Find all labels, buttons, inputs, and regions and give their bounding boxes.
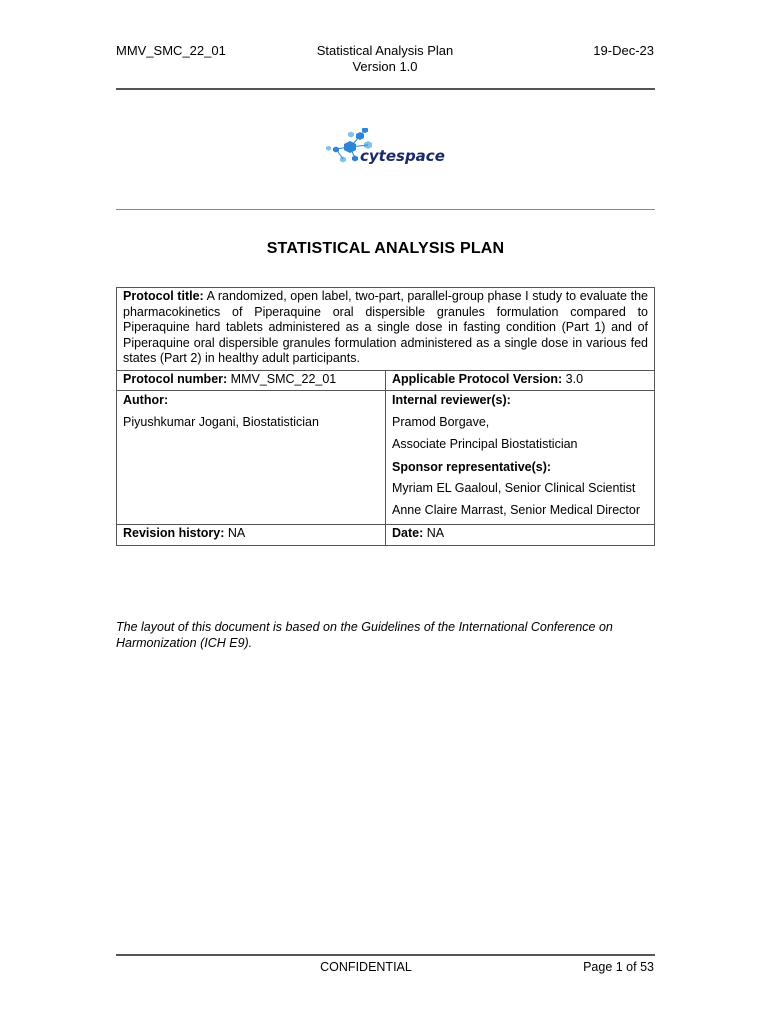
document-title: STATISTICAL ANALYSIS PLAN — [266, 240, 505, 257]
protocol-title-label: Protocol title: — [123, 289, 204, 303]
protocol-version-label: Applicable Protocol Version: — [392, 371, 563, 386]
date-label: Date: — [392, 526, 424, 540]
protocol-number-cell — [117, 370, 386, 391]
author-cell — [117, 391, 386, 525]
cytespace-logo — [326, 128, 450, 172]
date-cell — [386, 525, 655, 546]
ich-note: The layout of this document is based on the Guidelines of the International Conference on Harmonization (ICH E9). — [116, 620, 613, 650]
protocol-number-row — [117, 370, 655, 391]
header-version: Version 1.0 — [352, 59, 418, 74]
internal-reviewer-label: Internal reviewer(s): — [392, 393, 511, 407]
protocol-number-label: Protocol number: — [123, 371, 228, 386]
logo-hexagons-icon — [326, 128, 450, 172]
protocol-info-table — [116, 287, 655, 546]
footer-page-number: Page 1 of 53 — [583, 960, 654, 974]
header-date: 19-Dec-23 — [593, 43, 654, 58]
sponsor-1: Myriam EL Gaaloul, Senior Clinical Scientist — [392, 481, 636, 495]
header-doc-id: MMV_SMC_22_01 — [116, 43, 226, 58]
header-doc-type: Statistical Analysis Plan — [316, 43, 454, 58]
page-header — [116, 43, 654, 79]
reviewers-cell — [386, 391, 655, 525]
header-doc-title — [116, 43, 654, 75]
logo-rule — [116, 209, 655, 210]
protocol-title-value: A randomized, open label, two-part, parallel-group phase I study to evaluate the pharmacokinetics of Piperaquine oral dispersible granules formulation compared to Piperaquine hard tablets administered as a single dose in fasting condition (Part 1) and of Piperaquine oral dispersible granules formulation administered as a single dose in various fed states (Part 2) in healthy adult participants. — [123, 289, 648, 365]
revision-value: NA — [227, 526, 246, 540]
logo-text: cytespace — [360, 147, 445, 165]
header-rule — [116, 88, 655, 90]
revision-row — [117, 525, 655, 546]
sponsor-label: Sponsor representative(s): — [392, 459, 552, 474]
author-label: Author: — [123, 393, 169, 407]
author-value: Piyushkumar Jogani, Biostatistician — [123, 414, 319, 429]
footer-confidential: CONFIDENTIAL — [320, 960, 412, 974]
protocol-title-cell — [117, 288, 655, 371]
footer-rule — [116, 954, 655, 956]
revision-cell — [117, 525, 386, 546]
author-row — [117, 391, 655, 525]
protocol-number-value: MMV_SMC_22_01 — [230, 371, 337, 386]
internal-reviewer-name: Pramod Borgave, — [392, 414, 490, 429]
internal-reviewer-role: Associate Principal Biostatistician — [392, 437, 578, 451]
protocol-title-row — [117, 288, 655, 371]
protocol-version-value: 3.0 — [565, 371, 584, 386]
protocol-version-cell — [386, 370, 655, 391]
sponsor-2: Anne Claire Marrast, Senior Medical Director — [392, 502, 641, 517]
date-value: NA — [426, 526, 445, 540]
revision-label: Revision history: — [123, 526, 225, 540]
